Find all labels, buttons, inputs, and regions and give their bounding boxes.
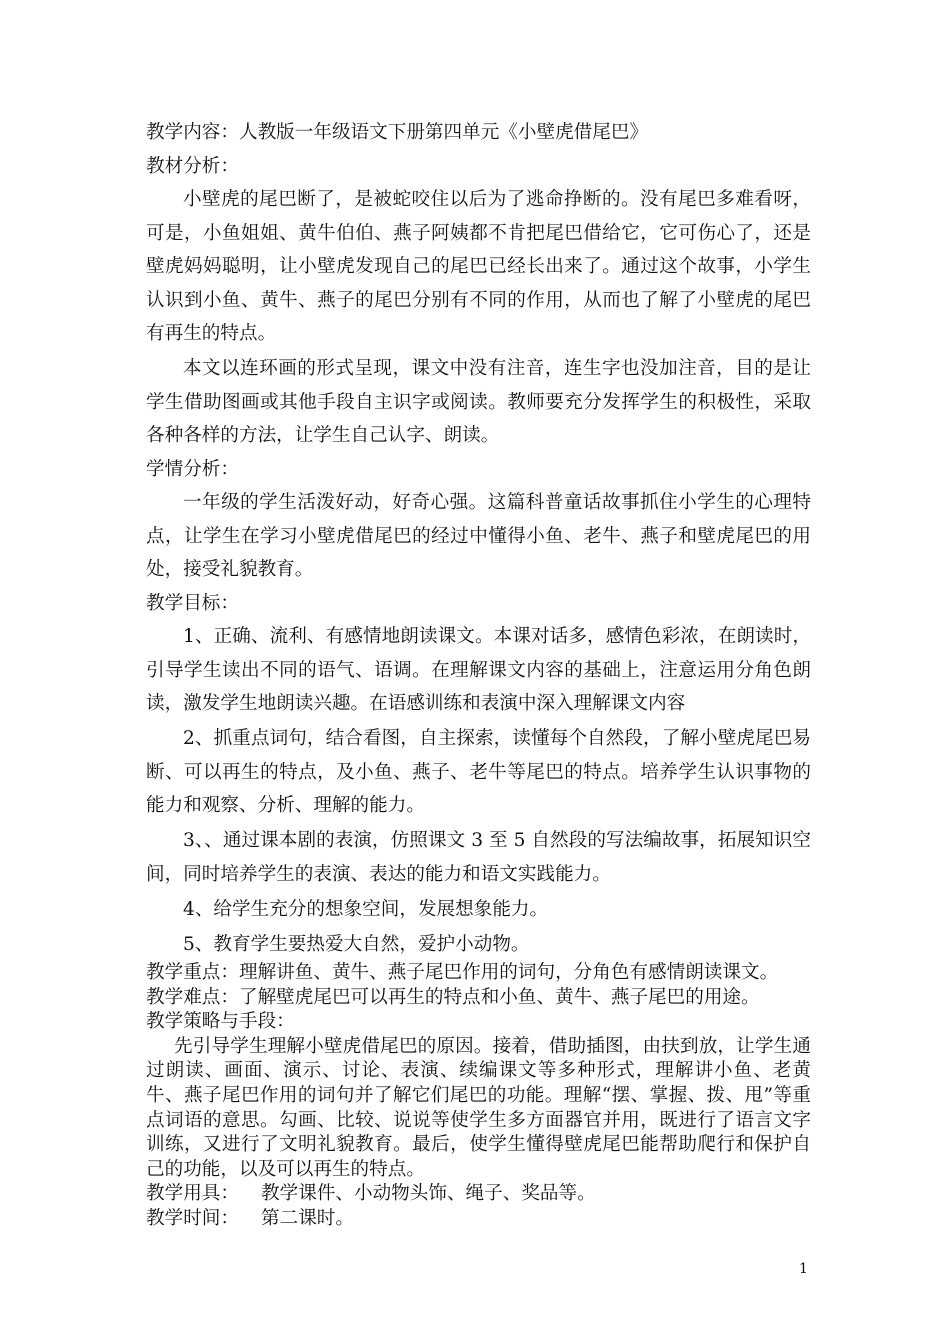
difficulties-line: 教学难点：了解壁虎尾巴可以再生的特点和小鱼、黄牛、燕子尾巴的用途。 xyxy=(146,986,760,1008)
strategy-heading: 教学策略与手段： xyxy=(146,1011,295,1033)
student-analysis-paragraph: 一年级的学生活泼好动，好奇心强。这篇科普童话故事抓住小学生的心理特点，让学生在学习小壁虎借尾巴的经过中懂得小鱼、老牛、燕子和壁虎尾巴的用处，接受礼貌教育。 xyxy=(146,492,811,580)
teaching-goal-2: 2、抓重点词句，结合看图，自主探索，读懂每个自然段，了解小壁虎尾巴易断、可以再生的特点，及小鱼、燕子、老牛等尾巴的特点。培养学生认识事物的能力和观察、分析、理解的能力。 xyxy=(146,728,811,816)
time-row xyxy=(146,1207,811,1232)
strategy-paragraph: 先引导学生理解小壁虎借尾巴的原因。接着，借助插图，由扶到放，让学生通过朗读、画面、演示、讨论、表演、续编课文等多种形式，理解讲小鱼、老黄牛、燕子尾巴作用的词句并了解它们尾巴的功能。理解“摆、掌握、拨、甩”等重点词语的意思。勾画、比较、说说等使学生多方面器官并用，既进行了语言文字训练，又进行了文明礼貌教育。最后，使学生懂得壁虎尾巴能帮助爬行和保护自己的功能，以及可以再生的特点。 xyxy=(146,1035,811,1180)
tools-label: 教学用具： xyxy=(146,1183,239,1205)
material-analysis-heading: 教材分析： xyxy=(146,155,239,177)
teaching-goal-1: 1、正确、流利、有感情地朗读课文。本课对话多，感情色彩浓，在朗读时，引导学生读出不同的语气、语调。在理解课文内容的基础上，注意运用分角色朗读，激发学生地朗读兴趣。在语感训练和表演中深入理解课文内容 xyxy=(146,626,811,714)
material-analysis-paragraph-1: 小壁虎的尾巴断了，是被蛇咬住以后为了逃命挣断的。没有尾巴多难看呀，可是，小鱼姐姐、黄牛伯伯、燕子阿姨都不肯把尾巴借给它，它可伤心了，还是壁虎妈妈聪明，让小壁虎发现自己的尾巴已经长出来了。通过这个故事，小学生认识到小鱼、黄牛、燕子的尾巴分别有不同的作用，从而也了解了小壁虎的尾巴有再生的特点。 xyxy=(146,189,811,344)
teaching-goal-3: 3、、通过课本剧的表演，仿照课文 3 至 5 自然段的写法编故事，拓展知识空间，同时培养学生的表演、表达的能力和语文实践能力。 xyxy=(146,830,811,885)
teaching-goal-5: 5、教育学生要热爱大自然，爱护小动物。 xyxy=(183,933,530,955)
lower-section xyxy=(146,961,811,1232)
teaching-content-line: 教学内容：人教版一年级语文下册第四单元《小壁虎借尾巴》 xyxy=(146,122,649,143)
tools-value: 教学课件、小动物头饰、绳子、奖品等。 xyxy=(261,1183,596,1205)
tools-row xyxy=(146,1182,811,1207)
lesson-plan-body xyxy=(146,116,811,1232)
material-analysis-paragraph-2: 本文以连环画的形式呈现，课文中没有注音，连生字也没加注音，目的是让学生借助图画或其他手段自主识字或阅读。教师要充分发挥学生的积极性，采取各种各样的方法，让学生自己认字、朗读。 xyxy=(146,358,811,446)
teaching-goals-heading: 教学目标： xyxy=(146,592,239,614)
student-analysis-heading: 学情分析： xyxy=(146,458,239,480)
teaching-goal-4: 4、给学生充分的想象空间，发展想象能力。 xyxy=(183,898,549,920)
page-number: 1 xyxy=(799,1261,808,1277)
time-label: 教学时间： xyxy=(146,1207,239,1229)
upper-section xyxy=(146,116,811,961)
time-value: 第二课时。 xyxy=(261,1207,354,1229)
key-points-line: 教学重点：理解讲鱼、黄牛、燕子尾巴作用的词句，分角色有感情朗读课文。 xyxy=(146,962,779,983)
